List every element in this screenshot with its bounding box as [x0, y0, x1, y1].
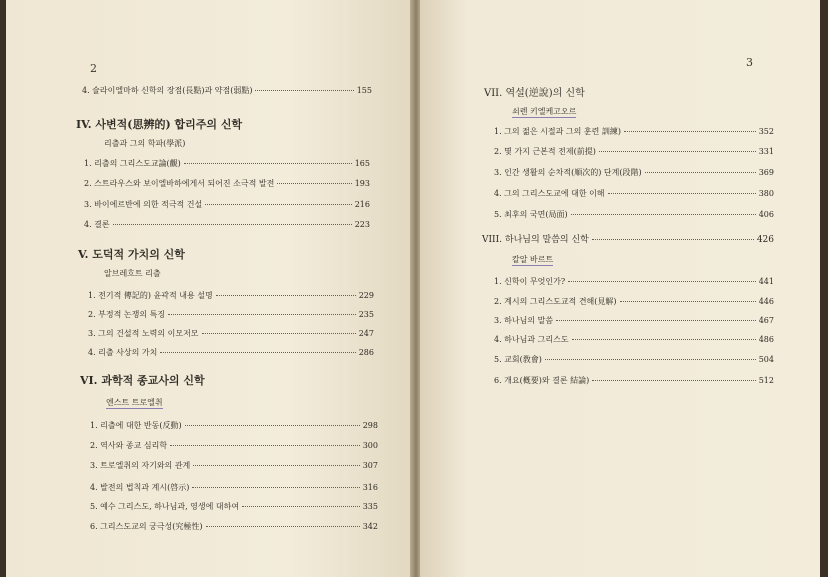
toc-entry: 1. 전기적 傳記的) 윤곽적 내용 설명 229 — [88, 291, 374, 300]
toc-entry: 4. 결론 223 — [84, 220, 370, 229]
chapter-title: V. 도덕적 가치의 신학 — [78, 248, 185, 261]
chapter-subtitle: 리츨과 그의 학파(學派) — [104, 139, 186, 148]
chapter-title-line: VIII. 하나님의 말씀의 신학 426 — [482, 235, 774, 245]
toc-entry: 1. 그의 젊은 시절과 그의 훈련 訓練) 352 — [494, 127, 774, 136]
page-number-left: 2 — [90, 62, 97, 75]
chapter-title: VI. 과학적 종교사의 신학 — [80, 374, 205, 387]
chapter-subtitle: 쇠렌 키엘케고오르 — [512, 107, 577, 116]
toc-entry: 2. 부정적 논쟁의 특징 235 — [88, 310, 374, 319]
toc-entry: 5. 예수 그리스도, 하나님과, 영생에 대하여 335 — [90, 502, 378, 511]
toc-entry: 4. 발전의 법칙과 계시(啓示) 316 — [90, 483, 378, 492]
page-number-right: 3 — [746, 56, 753, 69]
toc-entry: 3. 하나님의 말씀 467 — [494, 316, 774, 325]
toc-entry: 4. 슐라이엘마하 신학의 장점(長點)과 약점(弱點) 155 — [82, 86, 372, 95]
toc-entry: 4. 하나님과 그리스도 486 — [494, 335, 774, 344]
toc-entry: 2. 계시의 그리스도교적 견해(見解) 446 — [494, 297, 774, 306]
toc-entry: 3. 트로엘취의 자기와의 관계 307 — [90, 461, 378, 470]
chapter-subtitle: 칼알 바르트 — [512, 255, 554, 264]
toc-entry: 3. 바이에르반에 의한 적극적 건설 216 — [84, 200, 370, 209]
chapter-subtitle: 엔스트 트로엘취 — [106, 398, 163, 407]
toc-entry: 1. 신학이 무엇인가? 441 — [494, 277, 774, 286]
toc-entry: 5. 교회(敎會) 504 — [494, 355, 774, 364]
chapter-subtitle: 알브레흐트 리츨 — [104, 269, 161, 278]
toc-entry: 1. 리츨에 대한 반동(反動) 298 — [90, 421, 378, 430]
toc-entry: 2. 역사와 종교 심리학 300 — [90, 441, 378, 450]
toc-entry: 6. 그리스도교의 궁극성(究極性) 342 — [90, 522, 378, 531]
toc-entry: 4. 리츨 사상의 가치 286 — [88, 348, 374, 357]
toc-entry: 2. 몇 가지 근본적 전제(前提) 331 — [494, 147, 774, 156]
chapter-title: IV. 사변적(思辨的) 합리주의 신학 — [76, 118, 243, 131]
toc-entry: 6. 개요(槪要)와 결론 結論) 512 — [494, 376, 774, 385]
toc-entry: 3. 인간 생활의 순차적(順次的) 단계(段階) 369 — [494, 168, 774, 177]
toc-entry: 2. 스트라우스와 보이엘바하에게서 되어진 소극적 발전 193 — [84, 179, 370, 188]
toc-entry: 3. 그의 건설적 노력의 이모저모 247 — [88, 329, 374, 338]
toc-entry: 4. 그의 그리스도교에 대한 이해 380 — [494, 189, 774, 198]
toc-entry: 1. 리츨의 그리스도교論(觀) 165 — [84, 159, 370, 168]
chapter-title: VII. 역설(逆說)의 신학 — [484, 88, 585, 99]
right-page — [420, 0, 820, 577]
toc-entry: 5. 최후의 국면(局面) 406 — [494, 210, 774, 219]
left-page — [6, 0, 412, 577]
